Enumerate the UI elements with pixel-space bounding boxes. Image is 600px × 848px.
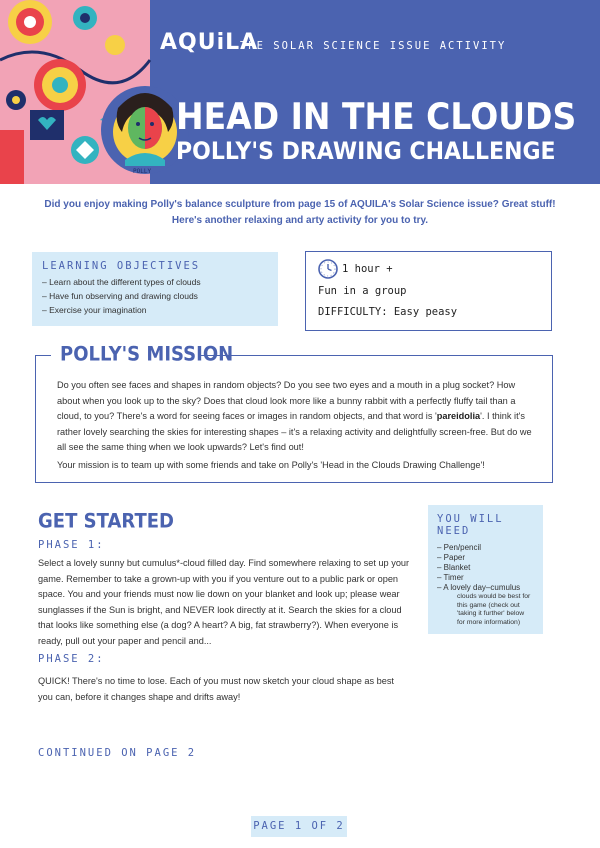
intro-line-1: Did you enjoy making Polly's balance sculpture from page 15 of AQUILA's Solar Science issue? Great stuff!: [44, 199, 556, 210]
list-item: – Paper: [437, 553, 534, 563]
you-will-need-box: [428, 505, 543, 634]
decorative-pattern-illustration: [0, 0, 190, 184]
learning-objectives-box: [32, 252, 278, 326]
mission-paragraph-1: [57, 378, 539, 456]
header-banner: [0, 0, 600, 184]
phase-1-text: Select a lovely sunny but cumulus*-cloud filled day. Find somewhere relaxing to set up your game. Remember to take a grown-up with you if you venture out to a public park or open space. You and your friends must now lie down on your blanket and look up; please wear sunglasses if the Sun is bright, and NEVER look directly at it. Search the skies for a cloud that looks like something else (a dog? A heart? A big, fat strawberry?). When everyone is ready, pull out your paper and pencil and...: [38, 558, 410, 646]
difficulty-row: [318, 302, 539, 321]
you-will-need-list: [437, 543, 534, 627]
list-item-text: A lovely day–cumulus: [443, 583, 521, 592]
page-title: HEAD IN THE CLOUDS: [176, 95, 577, 138]
time-text: 1 hour +: [342, 262, 393, 275]
brand-logo: AQUiLA: [160, 30, 259, 55]
mission-text-part: Do you often see faces and shapes in random objects? Do you see two eyes and a mouth in a plug socket? How about when you look up to the sky? Does that cloud look more like a bunny rabbit with a perfectly fluffy tail than a cloud, to you? There's a word for seeing faces or images in random objects, and that word is ': [57, 380, 516, 421]
portrait-caption: POLLY: [133, 168, 152, 175]
list-item: – Learn about the different types of clouds: [42, 275, 268, 289]
learning-objectives-heading: LEARNING OBJECTIVES: [42, 260, 201, 272]
learning-objectives-list: [42, 275, 268, 317]
time-row: [318, 259, 539, 278]
list-item: – Blanket: [437, 563, 534, 573]
issue-line: THE SOLAR SCIENCE ISSUE ACTIVITY: [240, 40, 507, 52]
page-indicator: PAGE 1 OF 2: [251, 816, 347, 837]
intro-text: [40, 197, 560, 229]
list-item: – Have fun observing and drawing clouds: [42, 289, 268, 303]
you-will-need-heading: YOU WILL NEED: [437, 513, 504, 537]
group-row: [318, 281, 539, 300]
mission-text: [57, 378, 539, 475]
list-item: [437, 583, 534, 627]
activity-info-box: [305, 251, 552, 331]
phase-2-label: PHASE 2:: [38, 653, 105, 665]
clock-icon: [318, 259, 338, 279]
page-subtitle: POLLY'S DRAWING CHALLENGE: [176, 138, 556, 166]
list-item: – Pen/pencil: [437, 543, 534, 553]
list-item: – Exercise your imagination: [42, 303, 268, 317]
mission-title: POLLY'S MISSION: [60, 343, 234, 367]
mission-paragraph-2: Your mission is to team up with some friends and take on Polly's 'Head in the Clouds Drawing Challenge'!: [57, 459, 485, 470]
intro-line-2: Here's another relaxing and arty activity for you to try.: [171, 215, 429, 226]
group-text: Fun in a group: [318, 284, 407, 297]
list-item: – Timer: [437, 573, 534, 583]
continued-note: CONTINUED ON PAGE 2: [38, 747, 197, 759]
get-started-title: GET STARTED: [38, 510, 174, 534]
mission-text-part: '. I think it's rather lovely searching the skies for interesting shapes – it's a relaxing activity and delightfully screen-free. But do we all see the same thing when we look upwards? Let's find out!: [57, 411, 532, 452]
pareidolia-term: pareidolia: [436, 411, 481, 421]
phase-1-label: PHASE 1:: [38, 539, 105, 551]
difficulty-text: DIFFICULTY: Easy peasy: [318, 305, 458, 318]
list-item-note: clouds would be best for this game (check out 'taking it further' below for more information): [457, 593, 531, 626]
phase-2-text: QUICK! There's no time to lose. Each of you must now sketch your cloud shape as best you can, before it changes shape and drifts away!: [38, 676, 394, 702]
